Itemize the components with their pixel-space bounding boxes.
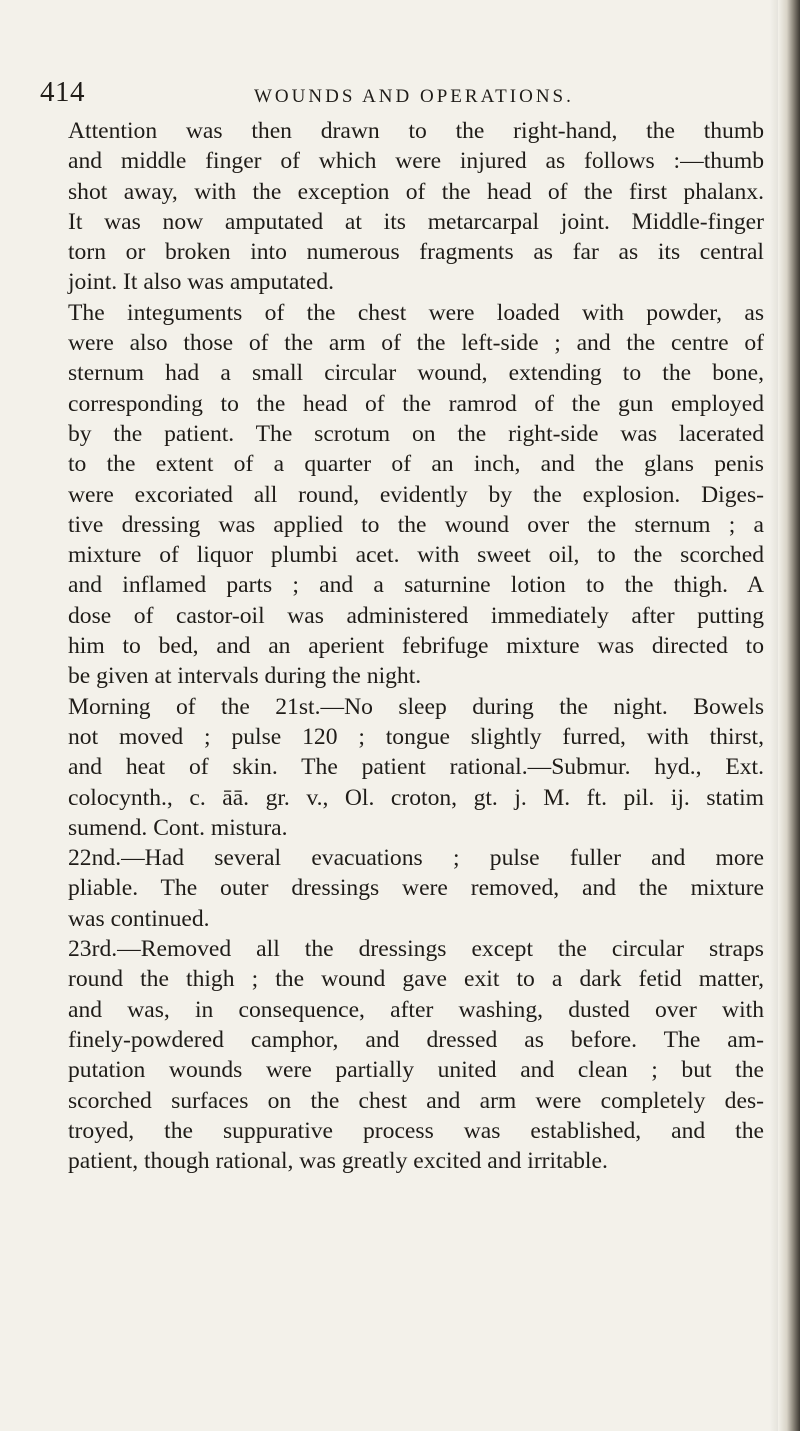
text-line: dose of castor-oil was administered immediately after putting (68, 602, 764, 629)
text-line: patient, though rational, was greatly excited and irritable. (68, 1148, 608, 1175)
paragraph (68, 934, 764, 1176)
text-line: putation wounds were partially united and clean ; but the (68, 1057, 764, 1084)
text-line: mixture of liquor plumbi acet. with sweet oil, to the scorched (68, 542, 764, 569)
page-header (40, 76, 760, 110)
paragraph (68, 116, 764, 298)
text-line: was continued. (68, 905, 210, 932)
text-line: Attention was then drawn to the right-hand, the thumb (68, 118, 764, 144)
text-line: sumend. Cont. mistura. (68, 814, 288, 841)
text-line: colocynth., c. āā. gr. v., Ol. croton, gt. j. M. ft. pil. ij. statim (68, 784, 764, 811)
paragraph (68, 692, 764, 843)
running-head: WOUNDS AND OPERATIONS. (254, 86, 574, 107)
text-line: and inflamed parts ; and a saturnine lotion to the thigh. A (68, 572, 764, 599)
text-line: It was now amputated at its metarcarpal joint. Middle-finger (68, 208, 764, 235)
text-line: pliable. The outer dressings were removed, and the mixture (68, 875, 764, 902)
text-line: be given at intervals during the night. (68, 663, 422, 690)
text-line: torn or broken into numerous fragments as far as its central (68, 239, 764, 266)
text-line: were also those of the arm of the left-side ; and the centre of (68, 330, 764, 357)
text-line: scorched surfaces on the chest and arm were completely des- (68, 1087, 764, 1114)
text-line: and was, in consequence, after washing, dusted over with (68, 996, 764, 1023)
text-line: by the patient. The scrotum on the right-side was lacerated (68, 420, 764, 447)
text-line: him to bed, and an aperient febrifuge mixture was directed to (68, 633, 764, 660)
text-line: sternum had a small circular wound, extending to the bone, (68, 360, 764, 387)
text-line: 23rd.—Removed all the dressings except the circular straps (68, 936, 764, 963)
text-line: shot away, with the exception of the head of the first phalanx. (68, 178, 764, 205)
text-line: to the extent of a quarter of an inch, and the glans penis (68, 451, 764, 478)
text-line: 22nd.—Had several evacuations ; pulse fuller and more (68, 845, 764, 872)
text-line: The integuments of the chest were loaded with powder, as (68, 299, 764, 326)
text-line: round the thigh ; the wound gave exit to a dark fetid matter, (68, 966, 764, 993)
page-edge (778, 0, 800, 1431)
text-line: troyed, the suppurative process was established, and the (68, 1117, 764, 1144)
text-line: were excoriated all round, evidently by the explosion. Diges- (68, 481, 764, 508)
body-text (68, 116, 764, 1176)
page-edge-shadow (770, 0, 778, 1431)
page-number: 414 (40, 76, 85, 108)
text-line: tive dressing was applied to the wound over the sternum ; a (68, 511, 764, 538)
text-line: and heat of skin. The patient rational.—Submur. hyd., Ext. (68, 754, 764, 781)
text-line: and middle finger of which were injured as follows :—thumb (68, 148, 764, 175)
text-line: finely-powdered camphor, and dressed as before. The am- (68, 1026, 764, 1053)
text-line: corresponding to the head of the ramrod of the gun employed (68, 390, 764, 417)
paragraph (68, 298, 764, 692)
text-line: not moved ; pulse 120 ; tongue slightly furred, with thirst, (68, 723, 764, 750)
paragraph (68, 843, 764, 934)
text-line: joint. It also was amputated. (68, 269, 335, 296)
text-line: Morning of the 21st.—No sleep during the night. Bowels (68, 693, 764, 720)
